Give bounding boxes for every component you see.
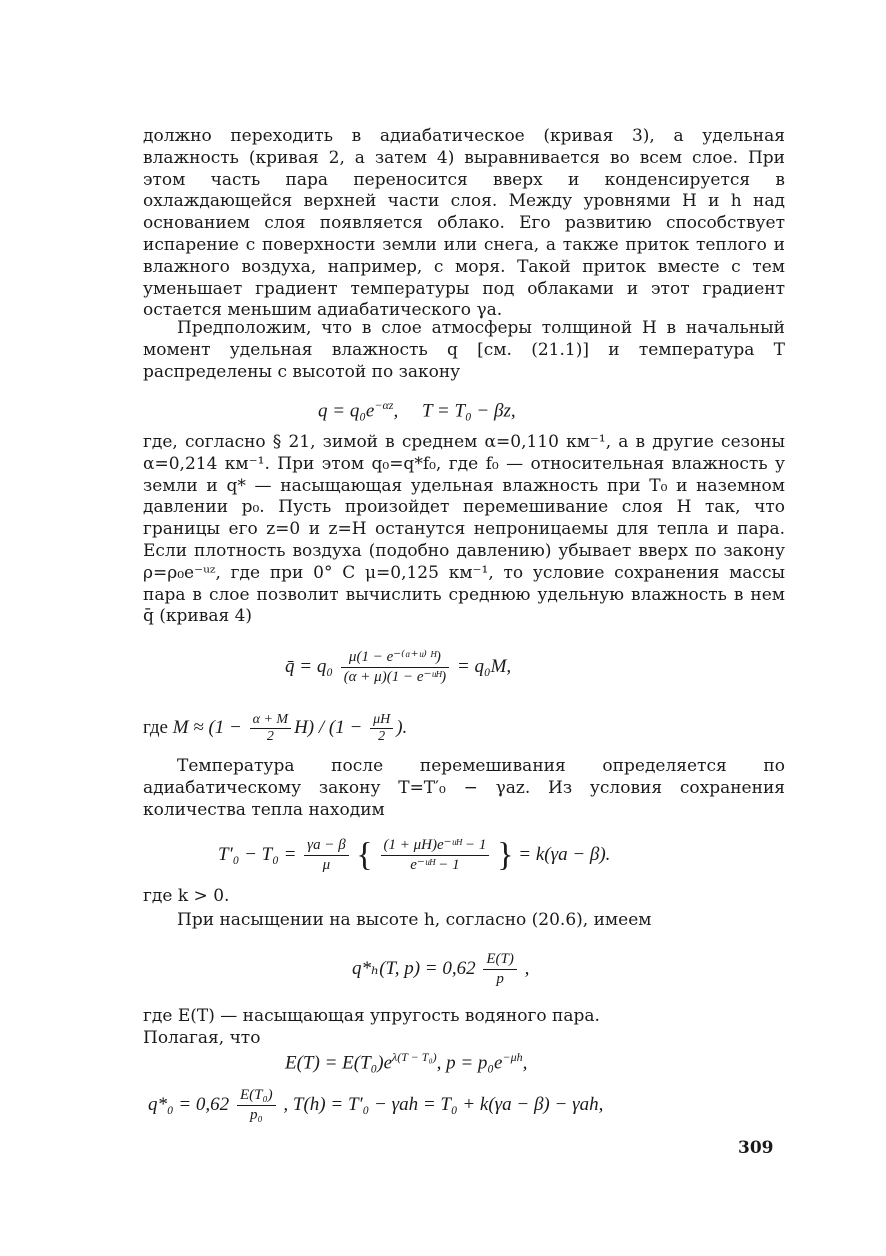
paragraph-adiabatic-mixing: должно переходить в адиабатическое (кривая 3), а удельная влажность (кривая 2, а затем 4) выравнивается во всем слое. При этом часть пара переносится вверх и конденсируется в охлаждающейся верхней части слоя. Между уровнями H и h над основанием слоя появляется облако. Его развитию способствует испарение с поверхности земли или снега, а также приток теплого и влажного воздуха, например, с моря. Такой приток вместе с тем уменьшает градиент температуры под облаками и этот градиент остается меньшим адиабатического γa.: [143, 126, 785, 321]
eq2-fraction: [341, 648, 449, 687]
eq3-left-brace: {: [356, 836, 373, 874]
where-m-end: ).: [396, 716, 408, 738]
eq4-end: ,: [524, 957, 530, 979]
eq6-a: q*₀ = 0,62: [148, 1093, 230, 1115]
equation-mean-humidity: [285, 648, 511, 687]
eq4-lhs: q*ₕ(T, p) = 0,62: [352, 957, 476, 979]
where-k-positive: где k > 0.: [143, 886, 230, 906]
eq3-outer-num: γa − β: [304, 836, 349, 856]
eq3-lhs: T′₀ − T₀ =: [218, 843, 297, 865]
eq3-inner-fraction: [381, 836, 490, 875]
equation-q0-and-th: [148, 1086, 603, 1125]
equation-m-definition: [143, 712, 407, 745]
eq2-lhs: q̄ = q₀: [285, 655, 333, 677]
eq6-denominator: p₀: [249, 1107, 263, 1123]
eq1-q: q = q₀e: [318, 400, 375, 422]
eq3-outer-fraction: [304, 836, 349, 875]
page-number: 309: [738, 1138, 774, 1158]
eq3-outer-den: μ: [322, 857, 331, 873]
eq4-fraction: [483, 950, 517, 989]
eq5-end: ,: [522, 1052, 528, 1074]
where-m-mid: H) / (1 −: [294, 716, 368, 738]
paragraph-temperature-after-mixing: Температура после перемешивания определяется по адиабатическому закону T=T′₀ − γaz. Из условия сохранения количества тепла находим: [143, 756, 785, 820]
eq3-right-brace: }: [497, 836, 514, 874]
where-m-num: α + M: [250, 712, 291, 729]
eq6-b: , T(h) = T′₀ − γah = T₀ + k(γa − β) − γah,: [283, 1093, 604, 1115]
equation-e-and-p: [285, 1050, 527, 1074]
eq6-fraction: [237, 1086, 276, 1125]
where-m-fraction-2: [370, 712, 393, 745]
equation-saturation-humidity: [352, 950, 529, 989]
paragraph-where-e: где E(T) — насыщающая упругость водяного пара.: [143, 1006, 600, 1026]
paragraph-assuming: Полагая, что: [143, 1028, 261, 1048]
paragraph-suppose: Предположим, что в слое атмосферы толщиной H в начальный момент удельная влажность q [см. (21.1)] и температура T распределены с высотой по закону: [143, 318, 785, 382]
where-m-fraction-1: [250, 712, 291, 745]
where-m-label: где: [143, 716, 168, 738]
where-m-num2: μH: [370, 712, 393, 729]
eq5-b: , p = p₀e: [436, 1052, 503, 1074]
eq5-a: E(T) = E(T₀)e: [285, 1052, 393, 1074]
eq4-denominator: p: [496, 971, 504, 987]
eq1-q-exponent: −αz: [374, 398, 394, 412]
eq1-t: T = T₀ − βz,: [421, 400, 516, 422]
eq4-numerator: E(T): [483, 950, 517, 970]
eq3-rhs: = k(γa − β).: [518, 843, 611, 865]
paragraph-saturation: При насыщении на высоте h, согласно (20.6), имеем: [177, 910, 652, 930]
where-m-den2: 2: [378, 729, 386, 744]
eq2-denominator: (α + μ)(1 − e⁻ᵘᴴ): [343, 669, 447, 685]
eq5-b-exponent: −μh: [502, 1050, 523, 1064]
eq2-rhs: = q₀M,: [456, 655, 512, 677]
eq2-numerator: μ(1 − e⁻⁽ᵅ⁺ᵘ⁾ ᴴ): [341, 648, 449, 668]
equation-q-t-profile: $q = q_0e^{-\alpha z}$, T = T₀ − βz,: [318, 398, 516, 422]
eq3-inner-den: e⁻ᵘᴴ − 1: [410, 857, 460, 873]
eq6-numerator: E(T₀): [237, 1086, 276, 1106]
where-m-start: M ≈ (1 −: [172, 716, 247, 738]
eq5-a-exponent: λ(T − T₀): [392, 1050, 437, 1064]
eq3-inner-num: (1 + μH)e⁻ᵘᴴ − 1: [381, 836, 490, 856]
equation-temperature-change: [218, 836, 610, 875]
where-m-den: 2: [266, 729, 274, 744]
paragraph-where-alpha: где, согласно § 21, зимой в среднем α=0,110 км⁻¹, а в другие сезоны α=0,214 км⁻¹. При этом q₀=q*f₀, где f₀ — относительная влажность у земли и q* — насыщающая удельная влажность при T₀ и наземном давлении p₀. Пусть произойдет перемешивание слоя H так, что границы его z=0 и z=H останутся непроницаемы для тепла и пара. Если плотность воздуха (подобно давлению) убывает вверх по закону ρ=ρ₀e⁻ᵘᶻ, где при 0° C μ=0,125 км⁻¹, то условие сохранения массы пара в слое позволит вычислить среднюю удельную влажность в нем q̄ (кривая 4): [143, 432, 785, 627]
